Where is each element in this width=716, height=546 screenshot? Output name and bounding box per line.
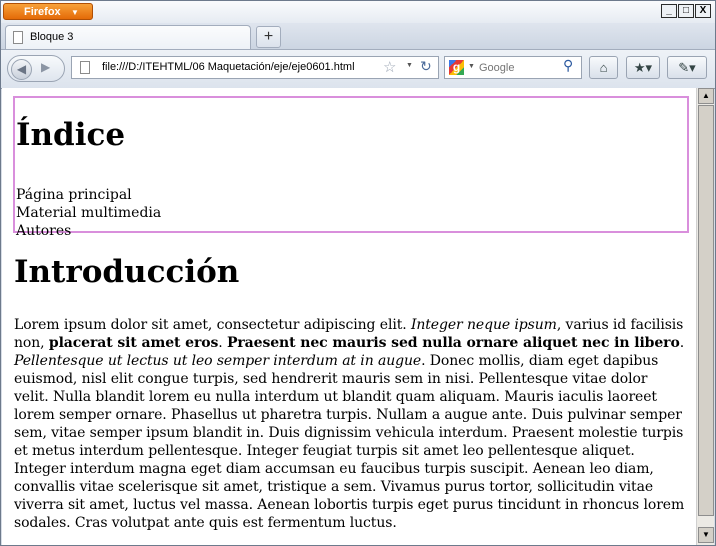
text-run: . [679, 335, 685, 351]
maximize-button[interactable]: □ [678, 4, 694, 18]
window-controls [661, 4, 711, 18]
text-run: , varius id facilisis non, [14, 317, 684, 351]
url-bar[interactable] [71, 56, 439, 79]
navigation-toolbar [1, 49, 715, 89]
bookmarks-star-icon: ★▾ [633, 60, 653, 75]
engine-dropdown-icon[interactable]: ▼ [468, 63, 475, 70]
link-pagina-principal[interactable]: Página principal [16, 187, 132, 203]
bold-run: Praesent nec mauris sed nulla ornare aliquet nec in libero [226, 335, 680, 351]
firefox-menu-label: Firefox [24, 6, 61, 18]
italic-run: Integer neque ipsum [410, 317, 557, 333]
text-run: Lorem ipsum dolor sit amet, consectetur adipiscing elit. [14, 317, 411, 333]
page-icon [80, 61, 90, 74]
scroll-up-button[interactable]: ▲ [698, 88, 714, 104]
url-text[interactable]: file:///D:/ITEHTML/06 Maquetación/eje/eje0601.html [102, 61, 355, 73]
introduccion-paragraph [14, 316, 686, 532]
tab-title: Bloque 3 [30, 31, 74, 43]
google-engine-icon[interactable]: g [449, 60, 464, 75]
link-autores[interactable]: Autores [16, 223, 72, 239]
search-icon[interactable]: ⚲ [563, 57, 574, 73]
back-button[interactable] [11, 59, 32, 80]
minimize-button[interactable]: _ [661, 4, 677, 18]
vertical-scrollbar[interactable] [696, 88, 714, 545]
caret-down-icon: ▼ [71, 8, 79, 17]
page-viewport [2, 88, 696, 545]
addon-icon: ✎▾ [678, 60, 696, 75]
page-icon [13, 31, 23, 44]
tab-bar [1, 23, 715, 49]
bookmark-star-icon[interactable]: ☆ [383, 59, 397, 76]
back-forward-group [7, 55, 65, 82]
home-icon: ⌂ [599, 60, 608, 75]
firefox-menu-button[interactable] [3, 3, 93, 20]
close-button[interactable]: X [695, 4, 711, 18]
search-input[interactable] [479, 60, 559, 75]
introduccion-heading: Introducción [14, 254, 240, 290]
reload-icon[interactable]: ↻ [420, 58, 432, 74]
indice-section [13, 96, 689, 239]
addon-button[interactable] [667, 56, 707, 79]
title-bar [1, 1, 715, 24]
back-arrow-icon: ◀ [16, 62, 27, 76]
text-run: . Donec mollis, diam eget dapibus euismod, nisl elit congue turpis, sed hendrerit mauris sem in nisi. Pellentesque vitae dolor velit. Nulla blandit lorem eu nulla interdum ut blandit quam aliquam. Mauris iaculis laoreet lorem semper ornare. Phasellus ut pharetra turpis. Nullam a augue ante. Duis pulvinar semper sem, vitae semper ipsum blandit in. Duis dignissim vehicula interdum. Praesent molestie turpis et metus interdum pellentesque. Integer feugiat turpis sit amet leo pellentesque aliquet. Integer interdum magna eget diam accumsan eu faucibus turpis suscipit. Aenean leo diam, convallis vitae scelerisque sit amet, tristique a sem. Vivamus purus tortor, sollicitudin vitae viverra sit amet, luctus vel massa. Aenean lobortis turpis eget purus tincidunt in rhoncus lorem sodales. Cras volutpat ante quis est fermentum luctus. [14, 353, 685, 531]
text-run: . [218, 335, 227, 351]
indice-heading: Índice [16, 117, 126, 153]
new-tab-button[interactable]: + [256, 26, 281, 48]
indice-link-list [16, 186, 161, 240]
history-dropdown-icon[interactable]: ▼ [406, 62, 413, 69]
tab-bloque-3[interactable] [5, 25, 251, 49]
bookmarks-button[interactable] [626, 56, 660, 79]
bold-run: placerat sit amet eros [48, 335, 219, 351]
scroll-down-button[interactable]: ▼ [698, 527, 714, 543]
forward-button[interactable]: ▶ [41, 60, 51, 74]
search-box[interactable] [444, 56, 582, 79]
home-button[interactable] [589, 56, 618, 79]
link-material-multimedia[interactable]: Material multimedia [16, 205, 162, 221]
italic-run: Pellentesque ut lectus ut leo semper interdum at in augue [14, 353, 422, 369]
scrollbar-thumb[interactable] [698, 105, 714, 516]
